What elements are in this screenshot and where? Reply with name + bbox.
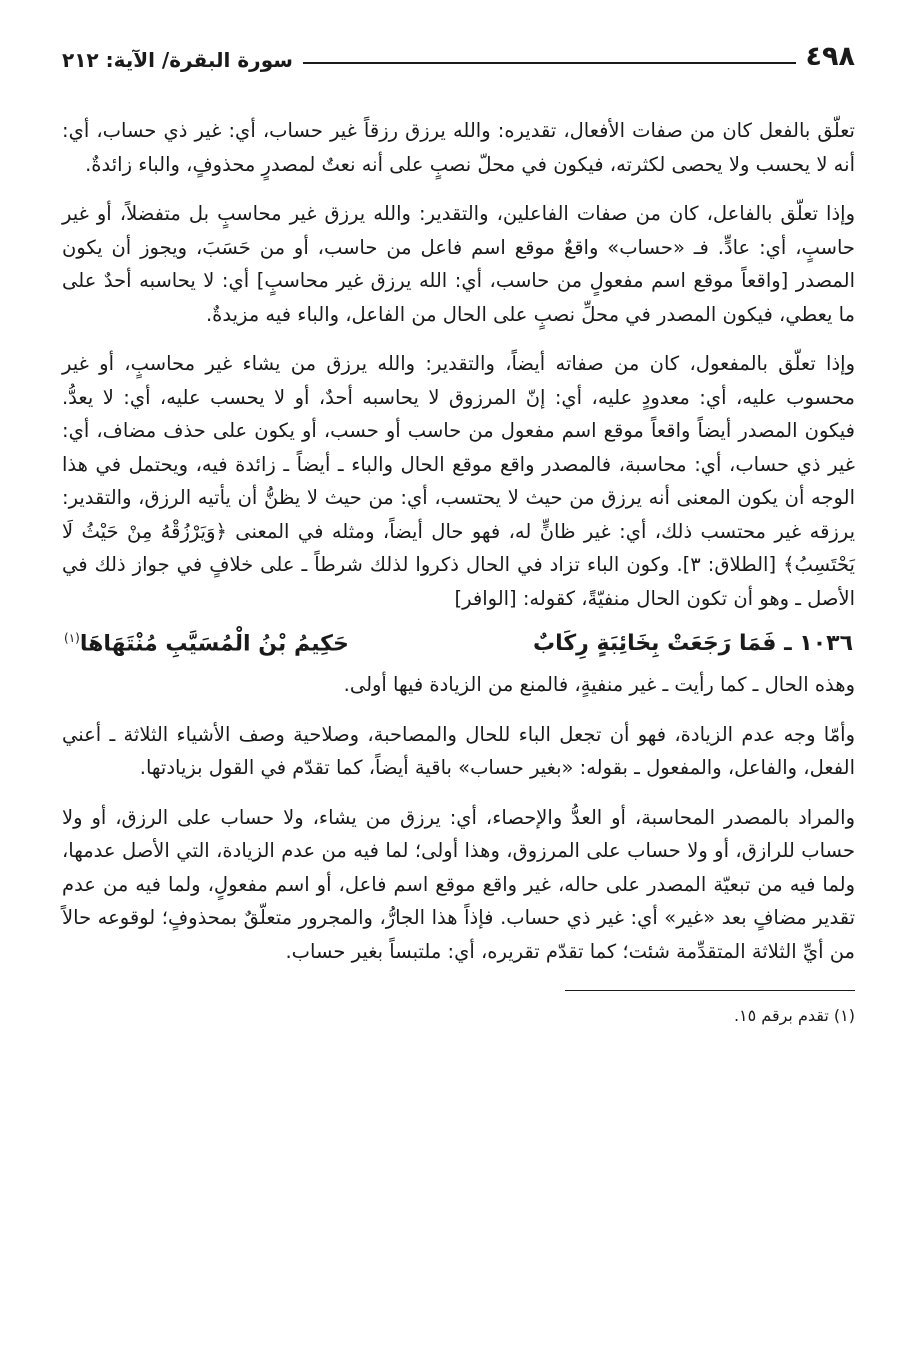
footnote-rule bbox=[565, 990, 855, 991]
page-body bbox=[62, 114, 855, 1028]
book-page bbox=[62, 40, 855, 1028]
paragraph-1: تعلّق بالفعل كان من صفات الأفعال، تقديره: والله يرزق رزقاً غير حساب، أي: غير ذي حساب، أي: أنه لا يحسب ولا يحصى لكثرته، فيكون في محلّ نصبٍ على أنه نعتٌ لمصدرٍ محذوفٍ، والباء زائدةٌ. bbox=[62, 119, 855, 176]
verse-first-hemistich: ١٠٣٦ ـ فَمَا رَجَعَتْ بِخَائِبَةٍ رِكَابٌ bbox=[533, 631, 853, 657]
paragraph-3: وإذا تعلّق بالمفعول، كان من صفاته أيضاً، والتقدير: والله يرزق من يشاء غير محاسبٍ، أو غير محسوب عليه، أي: معدودٍ عليه، أي: إنّ المرزوق لا يحاسبه أحدٌ، أو لا يحسب عليه، أي: لا يعدُّ. فيكون المصدر أيضاً واقعاً موقع اسم مفعول من حاسب أو حسب، أو يكون على حذف مضاف، أي: غير ذي حساب، أي: محاسبة، فالمصدر واقع موقع الحال والباء ـ أيضاً ـ زائدة فيه، ويحتمل في هذا الوجه أن يكون المعنى أنه يرزق من حيث لا يحتسب، أي: من حيث لا يظنُّ أن يأتيه الرزق، والتقدير: يرزقه غير محتسب ذلك، أي: غير ظانٍّ له، فهو حال أيضاً، ومثله في المعنى ﴿وَيَرْزُقْهُ مِنْ حَيْثُ لَا يَحْتَسِبُ﴾ [الطلاق: ٣]. وكون الباء تزاد في الحال ذكروا لذلك شرطاً ـ على خلافٍ في جواز ذلك في الأصل ـ وهو أن تكون الحال منفيّةً، كقوله: [الوافر] bbox=[62, 352, 855, 610]
paragraph-2: وإذا تعلّق بالفاعل، كان من صفات الفاعلين، والتقدير: والله يرزق غير محاسبٍ بل متفضلاً، أو غير حاسبٍ، أي: عادٍّ. فـ «حساب» واقعٌ موقع اسم فاعل من حاسب، أو من حَسَبَ، ويجوز أن يكون المصدر [واقعاً موقع اسم مفعولٍ من حاسب، أي: الله يرزق غير محاسبٍ] أي: لا يحاسبه أحدٌ على ما يعطي، فيكون المصدر في محلِّ نصبٍ على الحال من الفاعل، والباء فيه مزيدةٌ. bbox=[62, 202, 855, 326]
paragraph-5: وأمّا وجه عدم الزيادة، فهو أن تجعل الباء للحال والمصاحبة، وصلاحية وصف الأشياء الثلاثة ـ أعني الفعل، والفاعل، والمفعول ـ بقوله: «بغير حساب» باقية أيضاً، كما تقدّم في القول بزيادتها. bbox=[62, 722, 855, 780]
page-number: ٤٩٨ bbox=[805, 41, 855, 72]
paragraph-4: وهذه الحال ـ كما رأيت ـ غير منفيةٍ، فالمنع من الزيادة فيها أولى. bbox=[343, 673, 855, 697]
footnote-marker: (١) bbox=[64, 631, 80, 645]
page-header bbox=[62, 40, 855, 70]
footnote: (١) تقدم برقم ١٥. bbox=[733, 1006, 855, 1026]
paragraph-6: والمراد بالمصدر المحاسبة، أو العدُّ والإحصاء، أي: يرزق من يشاء، ولا حساب على الرزق، أو ولا حساب للرازق، أو ولا حساب على المرزوق، وهذا أولى؛ لما فيه من عدم الزيادة، التي الأصل عدمها، ولما فيه من تبعيّة المصدر على حاله، غير واقع موقع اسم فاعل، أو اسم مفعولٍ، ولما فيه من عدم تقدير مضافٍ بعد «غير» أي: غير ذي حساب. فإذاً هذا الجارُّ، والمجرور متعلّقٌ بمحذوفٍ؛ لوقوعه حالاً من أيِّ الثلاثة المتقدِّمة شئت؛ كما تقدّم تقريره، أي: ملتبساً بغير حساب. bbox=[62, 805, 855, 963]
surah-title: سورة البقرة/ الآية: ٢١٢ bbox=[62, 48, 293, 72]
poetry-verse bbox=[62, 631, 855, 656]
verse-number: ١٠٣٦ ـ bbox=[784, 631, 853, 657]
header-rule bbox=[303, 62, 796, 64]
verse-second-hemistich: حَكِيمُ بْنُ الْمُسَيَّبِ مُنْتَهَاهَا$^{(١)}$ bbox=[64, 631, 349, 657]
